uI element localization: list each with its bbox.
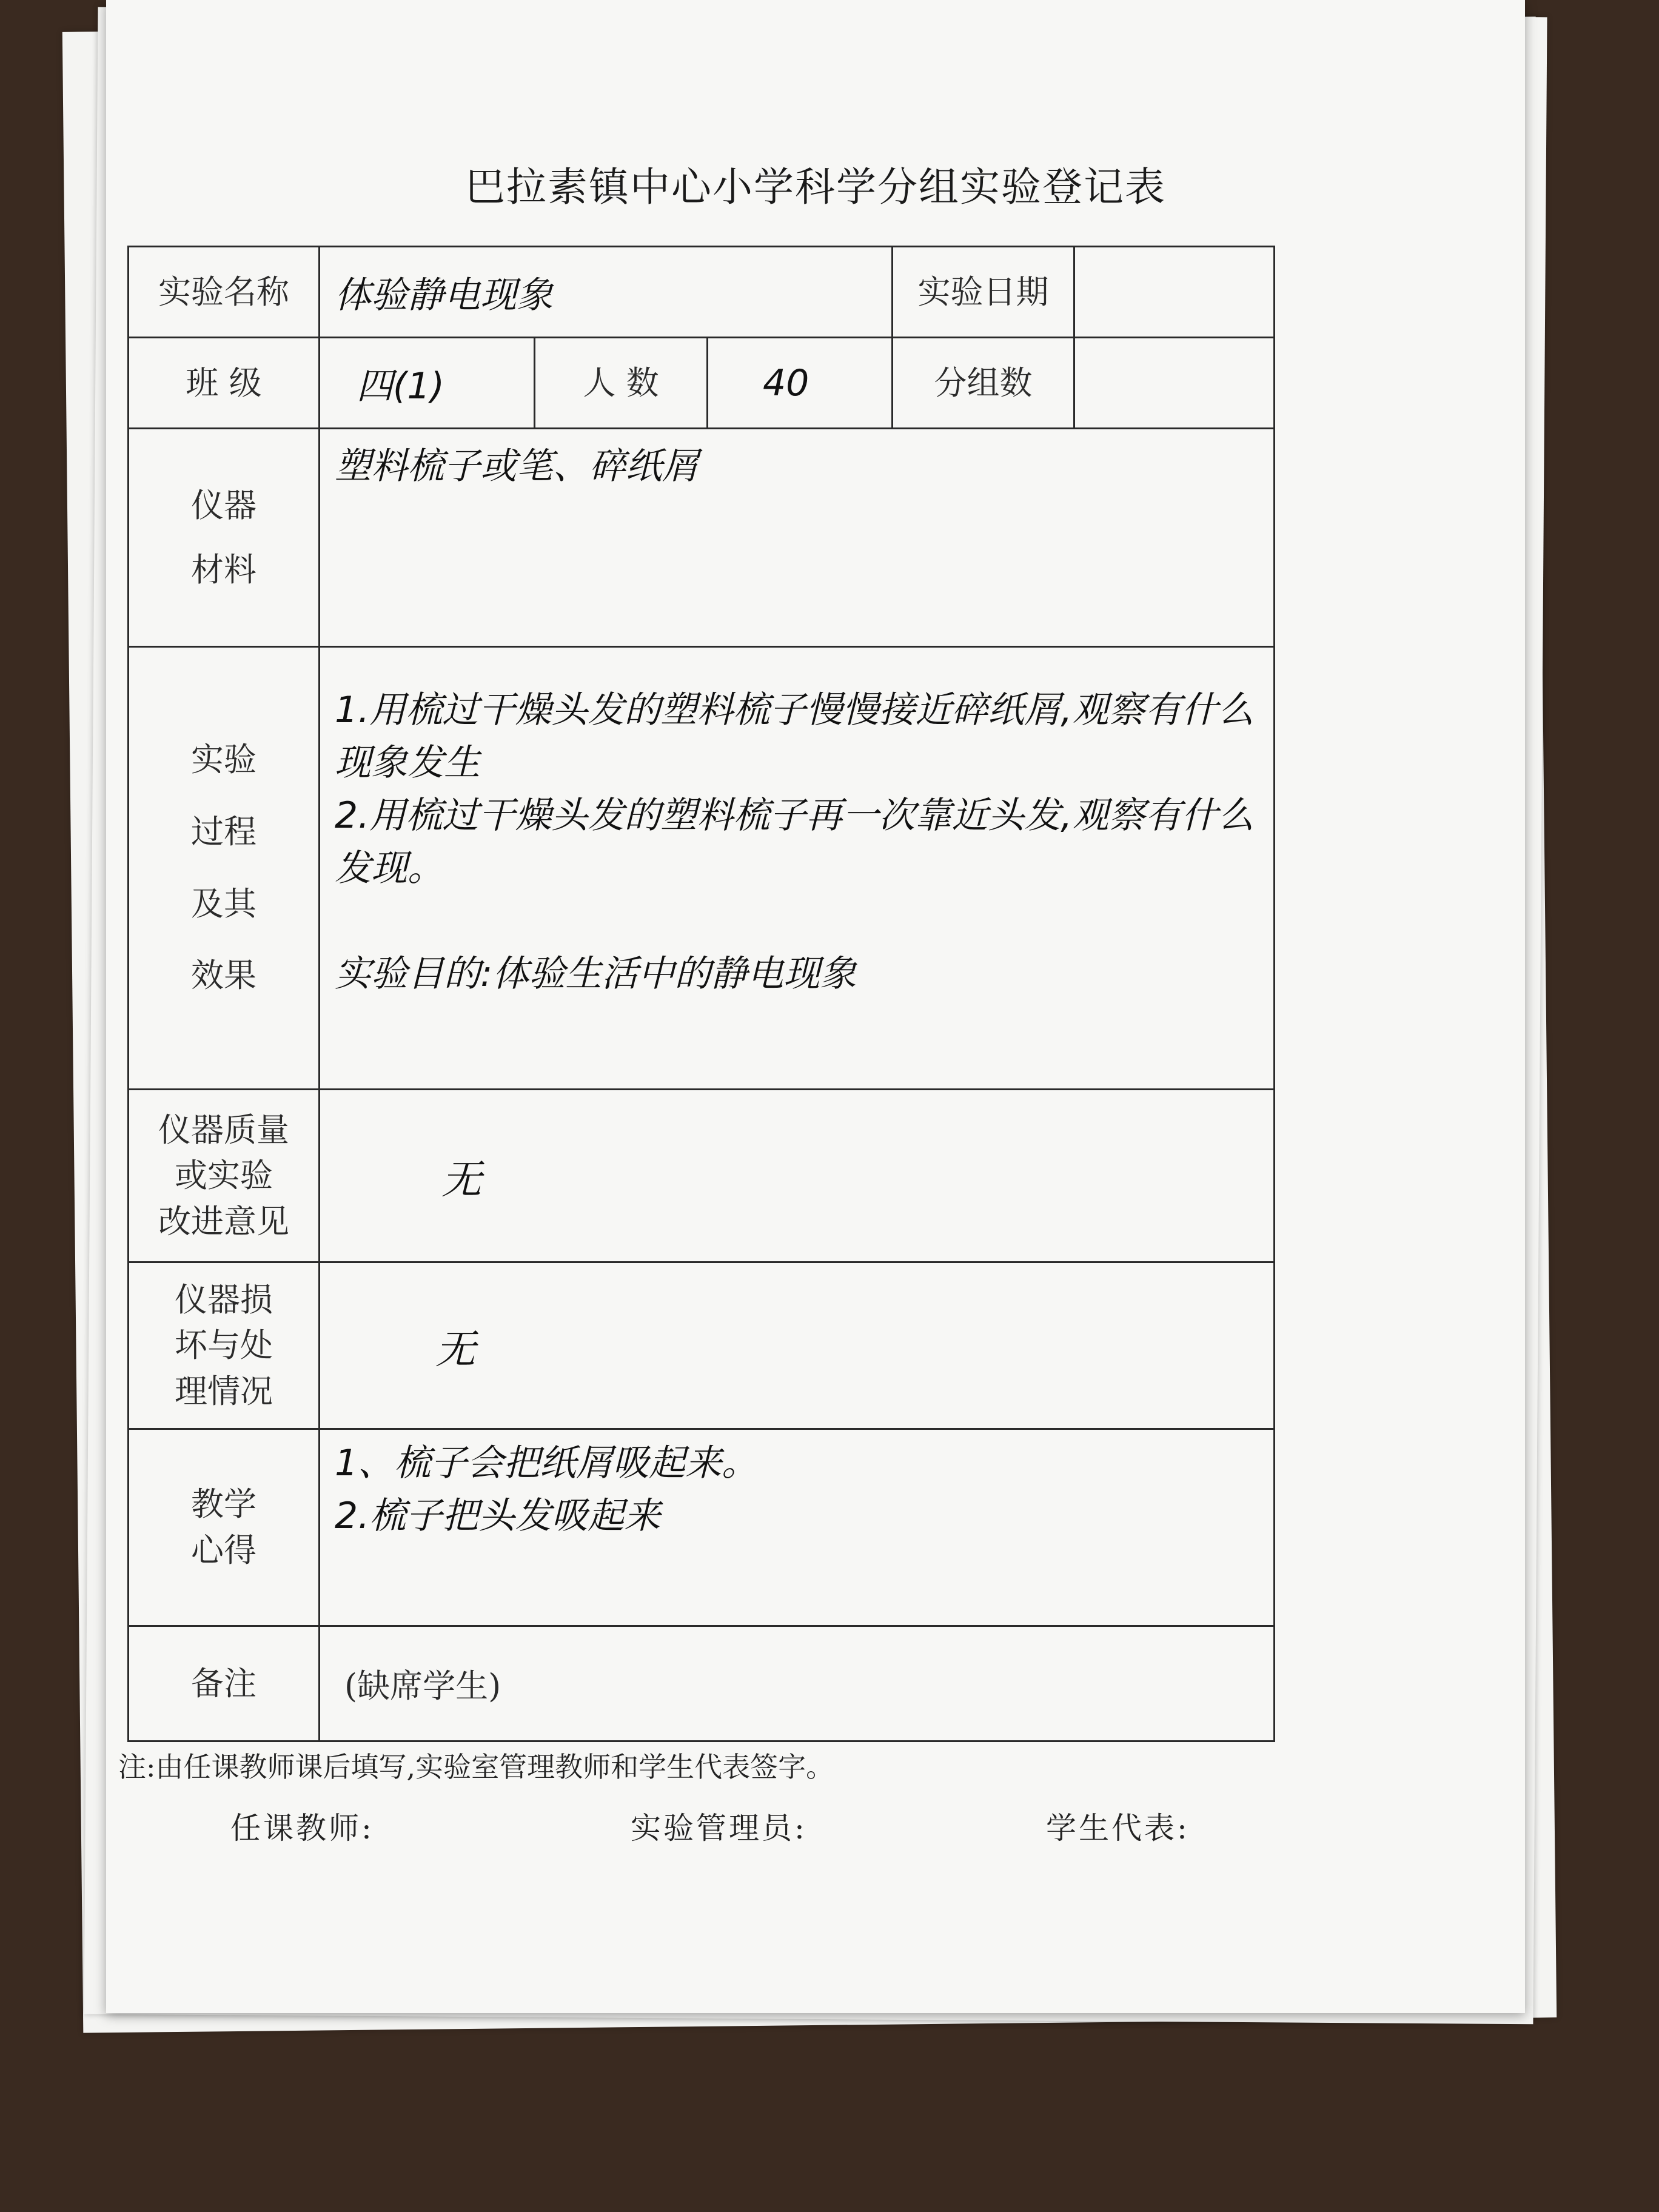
label-quality: 仪器质量 或实验 改进意见 xyxy=(129,1090,320,1262)
value-damage: 无 xyxy=(320,1262,1275,1429)
value-headcount: 40 xyxy=(708,338,893,429)
label-experiment-name: 实验名称 xyxy=(129,247,320,338)
value-process: 1.用梳过干燥头发的塑料梳子慢慢接近碎纸屑,观察有什么现象发生 2.用梳过干燥头发的塑料梳子再一次靠近头发,观察有什么发现。 实验目的:体验生活中的静电现象 xyxy=(320,647,1275,1090)
value-class: 四(1) xyxy=(320,338,535,429)
label-remarks: 备注 xyxy=(129,1626,320,1741)
value-remarks: (缺席学生) xyxy=(320,1626,1275,1741)
form-note: 注:由任课教师课后填写,实验室管理教师和学生代表签字。 xyxy=(118,1751,834,1783)
label-teaching: 教学 心得 xyxy=(129,1429,320,1626)
value-teaching: 1、梳子会把纸屑吸起来。 2.梳子把头发吸起来 xyxy=(320,1429,1275,1626)
label-group-count: 分组数 xyxy=(893,338,1074,429)
label-class: 班 级 xyxy=(129,338,320,429)
form-title: 巴拉素镇中心小学科学分组实验登记表 xyxy=(465,164,1166,210)
signature-student-rep: 学生代表: xyxy=(1046,1811,1190,1846)
value-group-count xyxy=(1074,338,1275,429)
label-process: 实验 过程 及其 效果 xyxy=(129,647,320,1090)
value-experiment-name: 体验静电现象 xyxy=(320,247,893,338)
label-headcount: 人 数 xyxy=(535,338,708,429)
signature-lab-admin: 实验管理员: xyxy=(631,1811,807,1846)
label-experiment-date: 实验日期 xyxy=(893,247,1074,338)
experiment-registration-table xyxy=(127,246,1275,1742)
value-experiment-date xyxy=(1074,247,1275,338)
label-equipment: 仪器 材料 xyxy=(129,429,320,647)
value-equipment: 塑料梳子或笔、碎纸屑 xyxy=(320,429,1275,647)
label-damage: 仪器损 坏与处 理情况 xyxy=(129,1262,320,1429)
value-quality: 无 xyxy=(320,1090,1275,1262)
signature-teacher: 任课教师: xyxy=(230,1811,374,1846)
